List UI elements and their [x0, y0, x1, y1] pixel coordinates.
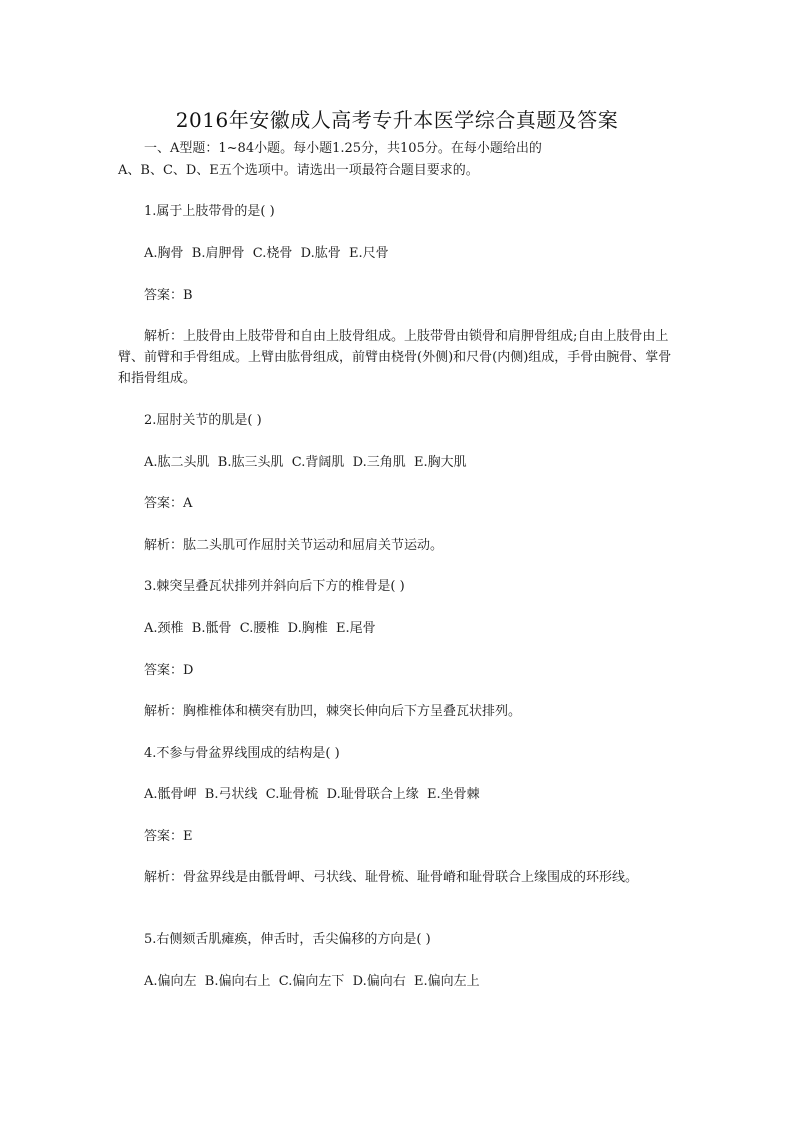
question-3-options: A.颈椎 B.骶骨 C.腰椎 D.胸椎 E.尾骨: [144, 621, 376, 636]
question-2-stem: 2.屈肘关节的肌是( ): [144, 413, 262, 428]
section-intro-line-2: A、B、C、D、E五个选项中。请选出一项最符合题目要求的。: [118, 163, 479, 178]
question-1-analysis: 解析：上肢骨由上肢带骨和自由上肢骨组成。上肢带骨由锁骨和肩胛骨组成;自由上肢骨由上臂、前臂和手骨组成。上臂由肱骨组成，前臂由桡骨(外侧)和尺骨(内侧)组成，手骨由腕骨、掌骨和指骨组成。: [118, 329, 672, 386]
question-4-answer: 答案：E: [144, 829, 193, 844]
question-5-options: A.偏向左 B.偏向右上 C.偏向左下 D.偏向右 E.偏向左上: [144, 974, 480, 989]
document-title: 2016年安徽成人高考专升本医学综合真题及答案: [175, 108, 619, 132]
question-2-analysis: 解析：肱二头肌可作屈肘关节运动和屈肩关节运动。: [144, 538, 444, 553]
question-3-stem: 3.棘突呈叠瓦状排列并斜向后下方的椎骨是( ): [144, 579, 405, 594]
question-3-analysis: 解析：胸椎椎体和横突有肋凹，棘突长伸向后下方呈叠瓦状排列。: [144, 704, 522, 719]
question-1-options: A.胸骨 B.肩胛骨 C.桡骨 D.肱骨 E.尺骨: [144, 246, 389, 261]
question-4-stem: 4.不参与骨盆界线围成的结构是( ): [144, 746, 340, 761]
question-1-stem: 1.属于上肢带骨的是( ): [144, 204, 275, 219]
question-1-answer: 答案：B: [144, 288, 193, 303]
question-4-analysis: 解析：骨盆界线是由骶骨岬、弓状线、耻骨梳、耻骨嵴和耻骨联合上缘围成的环形线。: [144, 870, 639, 885]
section-intro-line-1: 一、A型题：1~84小题。每小题1.25分，共105分。在每小题给出的: [144, 141, 542, 156]
question-3-answer: 答案：D: [144, 663, 194, 678]
question-2-options: A.肱二头肌 B.肱三头肌 C.背阔肌 D.三角肌 E.胸大肌: [144, 455, 467, 470]
question-4-options: A.骶骨岬 B.弓状线 C.耻骨梳 D.耻骨联合上缘 E.坐骨棘: [144, 787, 480, 802]
question-5-stem: 5.右侧颏舌肌瘫痪，伸舌时，舌尖偏移的方向是( ): [144, 932, 431, 947]
question-2-answer: 答案：A: [144, 496, 193, 511]
